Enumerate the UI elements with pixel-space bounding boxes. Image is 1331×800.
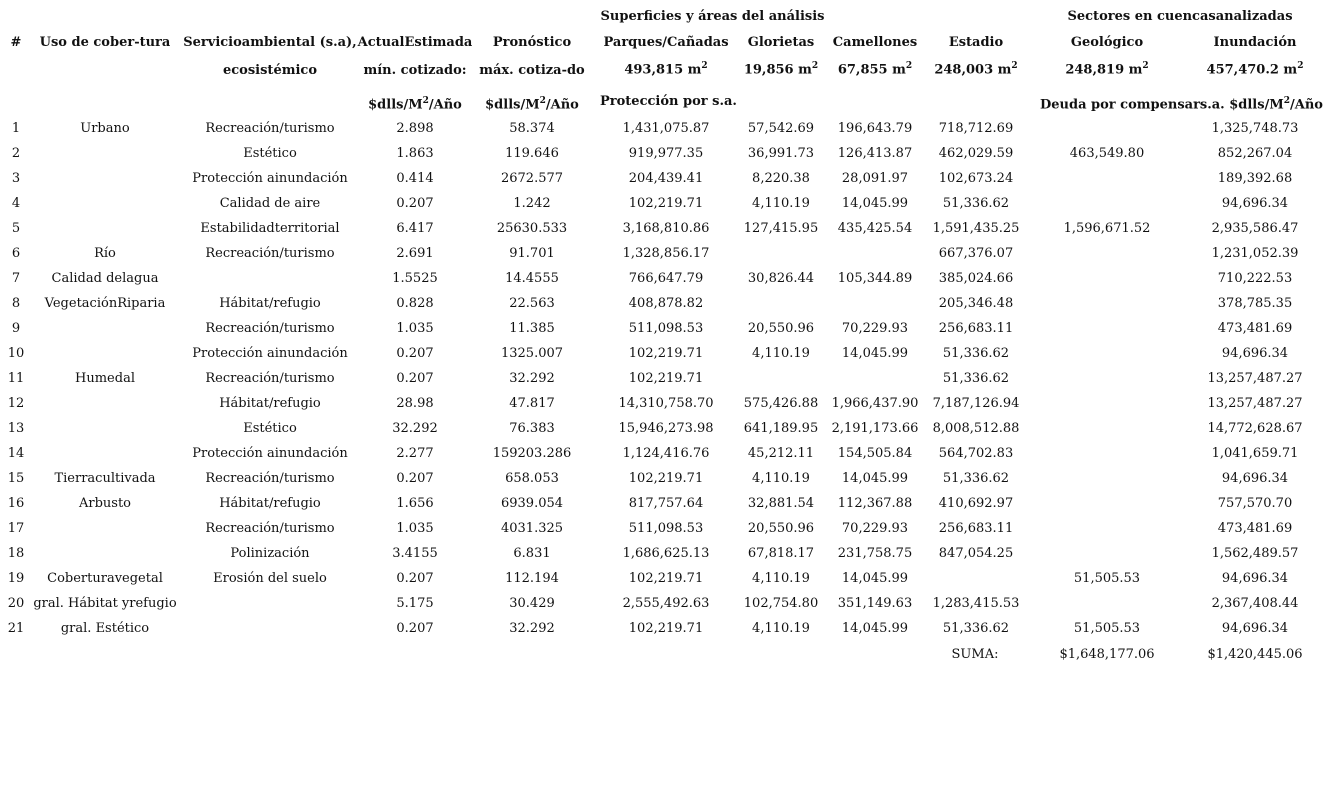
cell-parq: 15,946,273.98 [618, 421, 714, 436]
cell-est: 51,336.62 [942, 346, 1010, 361]
cell-cam: 28,091.97 [841, 171, 909, 186]
table-row [0, 421, 1331, 446]
cell-inu: 1,325,748.73 [1211, 121, 1299, 136]
cell-glor: 30,826.44 [747, 271, 815, 286]
cell-pron: 76.383 [509, 421, 555, 436]
cell-geo: 1,596,671.52 [1063, 221, 1151, 236]
cell-uso: Río [94, 246, 116, 261]
cell-cam: 14,045.99 [841, 471, 909, 486]
cell-pron: 6.831 [513, 546, 551, 561]
cell-uso: Tierracultivada [54, 471, 156, 486]
cell-serv: Estético [243, 146, 297, 161]
cell-inu: 757,570.70 [1217, 496, 1293, 511]
cell-pron: 22.563 [509, 296, 555, 311]
table-row [0, 471, 1331, 496]
cell-serv: Recreación/turismo [205, 321, 335, 336]
header-group-sectores: Sectores en cuencasanalizadas [1067, 9, 1293, 24]
cell-serv: Recreación/turismo [205, 521, 335, 536]
header-inundacion: Inundación [1213, 35, 1297, 50]
cell-serv: Calidad de aire [219, 196, 321, 211]
cell-parq: 204,439.41 [628, 171, 704, 186]
cell-pron: 11.385 [509, 321, 555, 336]
table-row [0, 446, 1331, 471]
cell-inu: 378,785.35 [1217, 296, 1293, 311]
cell-geo: 51,505.53 [1073, 621, 1141, 636]
cell-est: 1,283,415.53 [932, 596, 1020, 611]
cell-cam: 231,758.75 [837, 546, 913, 561]
cell-inu: 94,696.34 [1221, 196, 1289, 211]
cell-act: 0.414 [396, 171, 434, 186]
table-row [0, 296, 1331, 321]
cell-parq: 2,555,492.63 [622, 596, 710, 611]
cell-cam: 105,344.89 [837, 271, 913, 286]
cell-act: 0.207 [396, 621, 434, 636]
cell-est: 51,336.62 [942, 471, 1010, 486]
cell-parq: 766,647.79 [628, 271, 704, 286]
cell-inu: 1,231,052.39 [1211, 246, 1299, 261]
cell-cam: 435,425.54 [837, 221, 913, 236]
cell-pron: 112.194 [505, 571, 559, 586]
cell-inu: 710,222.53 [1217, 271, 1293, 286]
cell-pron: 1325.007 [500, 346, 564, 361]
cell-est: 102,673.24 [938, 171, 1014, 186]
cell-n: 11 [7, 371, 25, 386]
cell-act: 0.207 [396, 371, 434, 386]
table-row [0, 521, 1331, 546]
cell-est: 667,376.07 [938, 246, 1014, 261]
table-row [0, 246, 1331, 271]
header-group-superficies: Superficies y áreas del análisis [600, 9, 825, 24]
header-pronostico-line2: máx. cotiza-do [479, 63, 585, 78]
cell-serv: Recreación/turismo [205, 121, 335, 136]
cell-parq: 102,219.71 [628, 571, 704, 586]
cell-n: 12 [7, 396, 25, 411]
cell-pron: 2672.577 [500, 171, 564, 186]
area-parques: 493,815 $m^2$ [624, 61, 708, 78]
cell-glor: 4,110.19 [752, 571, 810, 586]
cell-est: 385,024.66 [938, 271, 1014, 286]
cell-n: 9 [11, 321, 21, 336]
cell-pron: 32.292 [509, 621, 555, 636]
cell-cam: 351,149.63 [837, 596, 913, 611]
deuda-label: Deuda por compensars.a. $\$dlls/M^2$/Año [1040, 96, 1323, 113]
cell-cam: 2,191,173.66 [831, 421, 919, 436]
cell-cam: 126,413.87 [837, 146, 913, 161]
cell-serv: Polinización [230, 546, 310, 561]
cell-inu: 473,481.69 [1217, 521, 1293, 536]
cell-serv: Hábitat/refugio [219, 396, 321, 411]
cell-serv: Hábitat/refugio [219, 496, 321, 511]
cell-glor: 20,550.96 [747, 521, 815, 536]
cell-cam: 1,966,437.90 [831, 396, 919, 411]
table-row [0, 271, 1331, 296]
cell-est: 51,336.62 [942, 196, 1010, 211]
cell-est: 256,683.11 [938, 521, 1014, 536]
cell-glor: 4,110.19 [752, 471, 810, 486]
cell-glor: 102,754.80 [743, 596, 819, 611]
cell-n: 8 [11, 296, 21, 311]
table-row [0, 621, 1331, 646]
cell-serv: Recreación/turismo [205, 246, 335, 261]
cell-cam: 70,229.93 [841, 321, 909, 336]
cell-parq: 3,168,810.86 [622, 221, 710, 236]
cell-act: 1.035 [396, 521, 434, 536]
header-pronostico: Pronóstico [492, 35, 572, 50]
cell-parq: 102,219.71 [628, 471, 704, 486]
cell-glor: 57,542.69 [747, 121, 815, 136]
cell-n: 21 [7, 621, 25, 636]
cell-parq: 1,686,625.13 [622, 546, 710, 561]
cell-inu: 94,696.34 [1221, 621, 1289, 636]
table-row [0, 371, 1331, 396]
table-row [0, 396, 1331, 421]
cell-n: 14 [7, 446, 25, 461]
cell-inu: 2,935,586.47 [1211, 221, 1299, 236]
cell-pron: 14.4555 [505, 271, 559, 286]
table-row [0, 496, 1331, 521]
cell-inu: 13,257,487.27 [1207, 371, 1303, 386]
cell-cam: 14,045.99 [841, 196, 909, 211]
cell-parq: 1,124,416.76 [622, 446, 710, 461]
cell-parq: 102,219.71 [628, 371, 704, 386]
cell-est: 718,712.69 [938, 121, 1014, 136]
cell-act: 6.417 [396, 221, 434, 236]
header-geologico: Geológico [1070, 35, 1144, 50]
sum-geologico: $1,648,177.06 [1059, 647, 1155, 662]
area-camellones: 67,855 $m^2$ [837, 61, 913, 78]
cell-geo: 463,549.80 [1069, 146, 1145, 161]
header-servicio: Servicioambiental (s.a), [183, 35, 357, 50]
cell-inu: 1,041,659.71 [1211, 446, 1299, 461]
cell-act: 5.175 [396, 596, 434, 611]
cell-uso: gral. Hábitat yrefugio [33, 596, 177, 611]
header-estadio: Estadio [948, 35, 1004, 50]
header-camellones: Camellones [832, 35, 918, 50]
cell-glor: 36,991.73 [747, 146, 815, 161]
table-row [0, 121, 1331, 146]
cell-n: 18 [7, 546, 25, 561]
area-inundacion: 457,470.2 $m^2$ [1206, 61, 1304, 78]
cell-est: 8,008,512.88 [932, 421, 1020, 436]
cell-n: 16 [7, 496, 25, 511]
cell-serv: Recreación/turismo [205, 471, 335, 486]
cell-cam: 14,045.99 [841, 346, 909, 361]
cell-pron: 30.429 [509, 596, 555, 611]
header-servicio-line2: ecosistémico [223, 63, 317, 78]
area-estadio: 248,003 $m^2$ [934, 61, 1018, 78]
cell-glor: 4,110.19 [752, 621, 810, 636]
cell-act: 0.207 [396, 471, 434, 486]
cell-uso: Urbano [80, 121, 130, 136]
header-parques: Parques/Cañadas [603, 35, 729, 50]
table-row [0, 346, 1331, 371]
cell-parq: 511,098.53 [628, 521, 704, 536]
cell-pron: 658.053 [505, 471, 559, 486]
cell-serv: Estabilidadterritorial [200, 221, 340, 236]
cell-act: 3.4155 [392, 546, 438, 561]
cell-pron: 119.646 [505, 146, 559, 161]
cell-serv: Recreación/turismo [205, 371, 335, 386]
cell-est: 51,336.62 [942, 621, 1010, 636]
cell-act: 0.207 [396, 571, 434, 586]
cell-serv: Protección ainundación [192, 346, 348, 361]
header-actual-line2: mín. cotizado: [363, 63, 467, 78]
cell-act: 0.207 [396, 346, 434, 361]
cell-n: 13 [7, 421, 25, 436]
cell-est: 410,692.97 [938, 496, 1014, 511]
table-row [0, 221, 1331, 246]
cell-est: 205,346.48 [938, 296, 1014, 311]
cell-inu: 94,696.34 [1221, 571, 1289, 586]
cell-act: 2.277 [396, 446, 434, 461]
table-row [0, 596, 1331, 621]
cell-inu: 94,696.34 [1221, 471, 1289, 486]
table-row [0, 321, 1331, 346]
cell-n: 17 [7, 521, 25, 536]
cell-n: 3 [11, 171, 21, 186]
cell-inu: 1,562,489.57 [1211, 546, 1299, 561]
cell-glor: 4,110.19 [752, 346, 810, 361]
cell-n: 4 [11, 196, 21, 211]
cell-n: 20 [7, 596, 25, 611]
cell-parq: 1,431,075.87 [622, 121, 710, 136]
cell-glor: 20,550.96 [747, 321, 815, 336]
cell-glor: 67,818.17 [747, 546, 815, 561]
cell-n: 1 [11, 121, 21, 136]
cell-n: 10 [7, 346, 25, 361]
cell-glor: 32,881.54 [747, 496, 815, 511]
header-num: # [10, 35, 22, 50]
cell-serv: Hábitat/refugio [219, 296, 321, 311]
cell-n: 19 [7, 571, 25, 586]
unit-pronostico: $\$dlls/M^2$/Año [485, 96, 579, 113]
cell-parq: 102,219.71 [628, 346, 704, 361]
cell-act: 0.828 [396, 296, 434, 311]
cell-act: 1.035 [396, 321, 434, 336]
cell-act: 28.98 [396, 396, 434, 411]
cell-glor: 575,426.88 [743, 396, 819, 411]
table-row [0, 546, 1331, 571]
cell-n: 5 [11, 221, 21, 236]
cell-serv: Estético [243, 421, 297, 436]
cell-cam: 14,045.99 [841, 621, 909, 636]
table-row [0, 571, 1331, 596]
cell-pron: 25630.533 [496, 221, 568, 236]
cell-parq: 102,219.71 [628, 621, 704, 636]
cell-n: 7 [11, 271, 21, 286]
cell-pron: 32.292 [509, 371, 555, 386]
cell-est: 7,187,126.94 [932, 396, 1020, 411]
cell-pron: 6939.054 [500, 496, 564, 511]
cell-uso: Arbusto [78, 496, 132, 511]
cell-pron: 91.701 [509, 246, 555, 261]
cell-est: 564,702.83 [938, 446, 1014, 461]
cell-act: 32.292 [392, 421, 438, 436]
cell-est: 1,591,435.25 [932, 221, 1020, 236]
cell-est: 51,336.62 [942, 371, 1010, 386]
sum-label: SUMA: [951, 647, 999, 662]
cell-act: 1.863 [396, 146, 434, 161]
cell-act: 2.898 [396, 121, 434, 136]
cell-glor: 8,220.38 [752, 171, 810, 186]
cell-pron: 58.374 [509, 121, 555, 136]
cell-est: 256,683.11 [938, 321, 1014, 336]
table-row [0, 146, 1331, 171]
cell-parq: 511,098.53 [628, 321, 704, 336]
cell-n: 15 [7, 471, 25, 486]
cell-pron: 47.817 [509, 396, 555, 411]
proteccion-label: Protección por s.a. [600, 94, 737, 109]
cell-act: 1.5525 [392, 271, 438, 286]
cell-uso: gral. Estético [60, 621, 150, 636]
cell-act: 1.656 [396, 496, 434, 511]
cell-pron: 4031.325 [500, 521, 564, 536]
cell-serv: Protección ainundación [192, 171, 348, 186]
table-row [0, 171, 1331, 196]
cell-act: 0.207 [396, 196, 434, 211]
cell-act: 2.691 [396, 246, 434, 261]
cell-parq: 1,328,856.17 [622, 246, 710, 261]
cell-geo: 51,505.53 [1073, 571, 1141, 586]
cell-inu: 473,481.69 [1217, 321, 1293, 336]
cell-glor: 45,212.11 [747, 446, 815, 461]
cell-serv: Erosión del suelo [213, 571, 327, 586]
area-geologico: 248,819 $m^2$ [1065, 61, 1149, 78]
cell-glor: 4,110.19 [752, 196, 810, 211]
sum-inundacion: $1,420,445.06 [1207, 647, 1303, 662]
cell-parq: 919,977.35 [628, 146, 704, 161]
cell-parq: 14,310,758.70 [618, 396, 714, 411]
cell-inu: 2,367,408.44 [1211, 596, 1299, 611]
cell-cam: 112,367.88 [837, 496, 913, 511]
cell-pron: 1.242 [513, 196, 551, 211]
header-glorietas: Glorietas [747, 35, 815, 50]
cell-uso: VegetaciónRiparia [44, 296, 166, 311]
cell-glor: 127,415.95 [743, 221, 819, 236]
header-uso: Uso de cober-tura [39, 35, 171, 50]
area-glorietas: 19,856 $m^2$ [743, 61, 819, 78]
cell-cam: 70,229.93 [841, 521, 909, 536]
cell-parq: 408,878.82 [628, 296, 704, 311]
cell-inu: 13,257,487.27 [1207, 396, 1303, 411]
cell-pron: 159203.286 [492, 446, 572, 461]
cell-inu: 94,696.34 [1221, 346, 1289, 361]
cell-parq: 102,219.71 [628, 196, 704, 211]
cell-parq: 817,757.64 [628, 496, 704, 511]
cell-est: 847,054.25 [938, 546, 1014, 561]
header-actual: ActualEstimada [357, 35, 473, 50]
cell-inu: 14,772,628.67 [1207, 421, 1303, 436]
cell-inu: 852,267.04 [1217, 146, 1293, 161]
cell-cam: 154,505.84 [837, 446, 913, 461]
cell-inu: 189,392.68 [1217, 171, 1293, 186]
unit-actual: $\$dlls/M^2$/Año [368, 96, 462, 113]
cell-glor: 641,189.95 [743, 421, 819, 436]
cell-cam: 14,045.99 [841, 571, 909, 586]
cell-n: 6 [11, 246, 21, 261]
cell-uso: Coberturavegetal [47, 571, 163, 586]
table-row [0, 196, 1331, 221]
cell-est: 462,029.59 [938, 146, 1014, 161]
cell-serv: Protección ainundación [192, 446, 348, 461]
cell-uso: Calidad delagua [51, 271, 159, 286]
cell-cam: 196,643.79 [837, 121, 913, 136]
cell-n: 2 [11, 146, 21, 161]
cell-uso: Humedal [75, 371, 135, 386]
